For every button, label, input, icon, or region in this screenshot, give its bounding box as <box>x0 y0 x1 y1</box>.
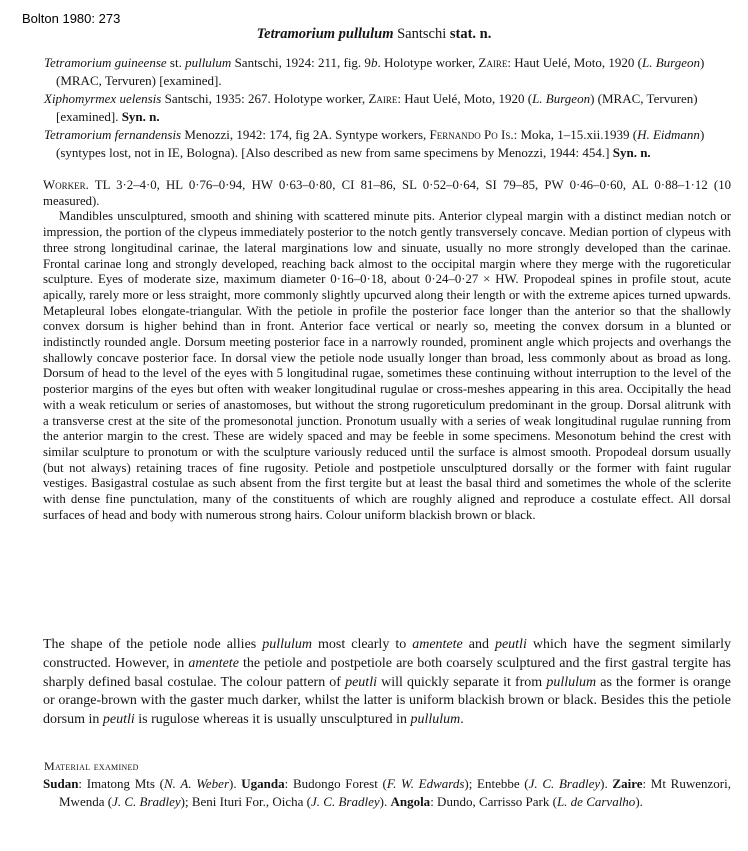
text-run: the petiole and postpetiole are both coarsely sculptured and the first gastral tergite has sharply defined basal costulae. The colour pattern of <box>43 655 731 690</box>
taxon-name: amentete <box>412 637 463 652</box>
species-name: Tetramorium pullulum <box>256 26 394 42</box>
worker-description <box>43 178 731 523</box>
worker-label: Worker. <box>43 178 89 192</box>
text-run: will quickly separate it from <box>376 674 547 690</box>
collector-name: L. de Carvalho <box>556 794 636 809</box>
taxon-name: peutli <box>345 674 377 690</box>
taxon-name: Tetramorium guineense <box>44 55 167 70</box>
text-run: The shape of the petiole node allies <box>43 637 263 652</box>
locality-text: ). <box>635 794 643 809</box>
collector-name: J. C. Bradley <box>112 794 181 809</box>
source-label: Bolton 1980: 273 <box>22 11 121 26</box>
material-examined <box>43 775 731 811</box>
text-run: which have the segment similarly constructed. However, in <box>43 637 731 671</box>
synonym-list <box>44 54 729 163</box>
synonym-entry <box>44 126 729 161</box>
synonym-text: st. <box>166 55 186 70</box>
locality-text: : Budongo Forest ( <box>284 776 387 791</box>
text-run: is rugulose whereas it is usually unsculptured in <box>134 712 411 728</box>
text-run: most clearly to <box>312 637 413 652</box>
taxon-name: peutli <box>494 637 527 652</box>
synonym-text: Menozzi, 1942: 174, fig 2A. Syntype workers, <box>181 127 430 143</box>
collector-name: L. Burgeon <box>642 55 701 70</box>
locality-text: : Dundo, Carrisso Park ( <box>430 794 557 809</box>
taxon-name: Xiphomyrmex uelensis <box>44 91 162 107</box>
synonym-text: Santschi, 1924: 211, fig. 9 <box>231 55 371 70</box>
synonym-text: Santschi, 1935: 267. Holotype worker, <box>161 91 369 107</box>
species-author: Santschi <box>397 26 447 42</box>
country-name: Zaire <box>478 55 508 70</box>
worker-measurements <box>43 178 731 209</box>
locality-text: ); Entebbe ( <box>464 776 529 791</box>
figure-ref: b <box>370 55 378 70</box>
text-run: . <box>460 712 464 728</box>
collector-name: J. C. Bradley <box>528 776 601 791</box>
synonym-text: : Moka, 1–15.xii.1939 ( <box>513 127 638 143</box>
country-name: Fernando Po Is. <box>429 127 514 143</box>
synonym-status: Syn. n. <box>121 108 160 124</box>
country-name: Uganda <box>241 776 285 791</box>
discussion-paragraph <box>43 636 731 730</box>
species-title <box>0 26 748 43</box>
species-status: stat. n. <box>449 26 492 42</box>
locality-text: ). <box>600 776 613 791</box>
synonym-text: ) (MRAC, Tervuren) [examined]. <box>56 55 705 88</box>
taxon-name: Tetramorium fernandensis <box>44 127 182 143</box>
synonym-text: : Haut Uelé, Moto, 1920 ( <box>507 55 642 70</box>
locality-text: : Imatong Mts ( <box>78 776 164 791</box>
collector-name: F. W. Edwards <box>386 776 465 791</box>
taxon-name: pullulum <box>262 637 313 652</box>
taxon-name: pullulum <box>185 55 232 70</box>
synonym-text: . Holotype worker, <box>377 55 479 70</box>
taxon-name: amentete <box>188 655 239 671</box>
synonym-text: : Haut Uelé, Moto, 1920 ( <box>397 91 533 107</box>
collector-name: N. A. Weber <box>164 776 229 791</box>
country-name: Zaire <box>612 776 643 791</box>
discussion-text <box>43 636 731 730</box>
material-records <box>43 775 731 811</box>
locality-text: ); Beni Ituri For., Oicha ( <box>180 794 312 809</box>
country-name: Zaire <box>368 91 398 107</box>
taxon-name: peutli <box>102 712 135 728</box>
worker-description-text: Mandibles unsculptured, smooth and shining with scattered minute pits. Anterior clypeal margin with a distinct median notch or impression, the portion of the clypeus immediately posterior to the notch gently transversely concave. Median portion of clypeus with three strong longitudinal carinae, the lateral marginations low and sinuate, usually no more strongly developed than the carinae. Frontal carinae long and strongly developed, reaching back almost to the occipital margin where they merge with the rugoreticular sculpture. Eyes of moderate size, maximum diameter 0·16–0·18, about 0·24–0·27 × HW. Propodeal spines in profile stout, acute apically, rarely more or less straight, more commonly slightly upcurved along their length or with the extreme apices turned upwards. Metapleural lobes elongate-triangular. With the petiole in profile the posterior face longer than the anterior so that the shallowly convex dorsum is higher behind than in front. Anterior face vertical or nearly so, meeting the convex dorsum in a blunted or indistinctly rounded angle. Dorsum meeting posterior face in a narrowly rounded, prominent angle which projects and overhangs the shallowly concave posterior face. In dorsal view the petiole node usually longer than broad, less commonly about as broad as long. Dorsum of head to the level of the eyes with 5 longitudinal rugae, sometimes these continuing without interruption to the level of the posterior margins of the eyes but often with weaker longitudinal rugulae or cross-meshes appearing in this area. Occipitally the head with a weak reticulum or series of anastomoses, but without the strong rugoreticulum predominant in the group. Dorsal alitrunk with a transverse crest at the site of the promesonotal junction. Pronotum usually with a series of weak longitudinal rugulae running from the anterior margin to the crest. These are widely spaced and may be feeble in some specimens. Mesonotum behind the crest with similar sculpture to pronotum or with the sculpture variously reduced until the surface is almost smooth. Propodeal dorsum usually (but not always) retaining traces of fine rugosity. Petiole and postpetiole unsculptured dorsally or the former with faint rugular vestiges. Basigastral costulae as such absent from the first tergite but at least the basal third and sometimes the whole of the sclerite with dense fine punctulation, many of the constituents of which are roughly aligned and reproduce a costulate effect. All dorsal surfaces of head and body with numerous strong hairs. Colour uniform blackish brown or black. <box>43 209 731 522</box>
synonym-text: ) (syntypes lost, not in IE, Bologna). [Also described as new from same specimens by Menozzi, 1944: 454.] <box>56 127 705 160</box>
text-run: and <box>462 637 495 652</box>
synonym-entry <box>44 90 729 125</box>
material-heading: Material examined <box>44 759 139 773</box>
text-run: as the former is orange or orange-brown with the gaster much darker, whilst the latter is uniform blackish brown or black. Besides this the petiole dorsum in <box>43 674 731 728</box>
locality-text: ). <box>379 794 391 809</box>
country-name: Angola <box>390 794 431 809</box>
taxon-name: pullulum <box>410 712 461 728</box>
collector-name: J. C. Bradley <box>311 794 380 809</box>
collector-name: H. Eidmann <box>637 127 700 143</box>
collector-name: L. Burgeon <box>532 91 591 107</box>
synonym-text: ) (MRAC, Tervuren) [examined]. <box>56 91 698 124</box>
locality-text: : Mt Ruwenzori, Mwenda ( <box>59 776 731 809</box>
synonym-entry <box>44 54 729 89</box>
country-name: Sudan <box>43 776 79 791</box>
synonym-status: Syn. n. <box>612 144 651 160</box>
locality-text: ). <box>229 776 242 791</box>
taxon-name: pullulum <box>546 674 597 690</box>
measurements-text: TL 3·2–4·0, HL 0·76–0·94, HW 0·63–0·80, CI 81–86, SL 0·52–0·64, SI 79–85, PW 0·46–0·60, AL 0·88–1·12 (10 measured). <box>43 178 731 208</box>
